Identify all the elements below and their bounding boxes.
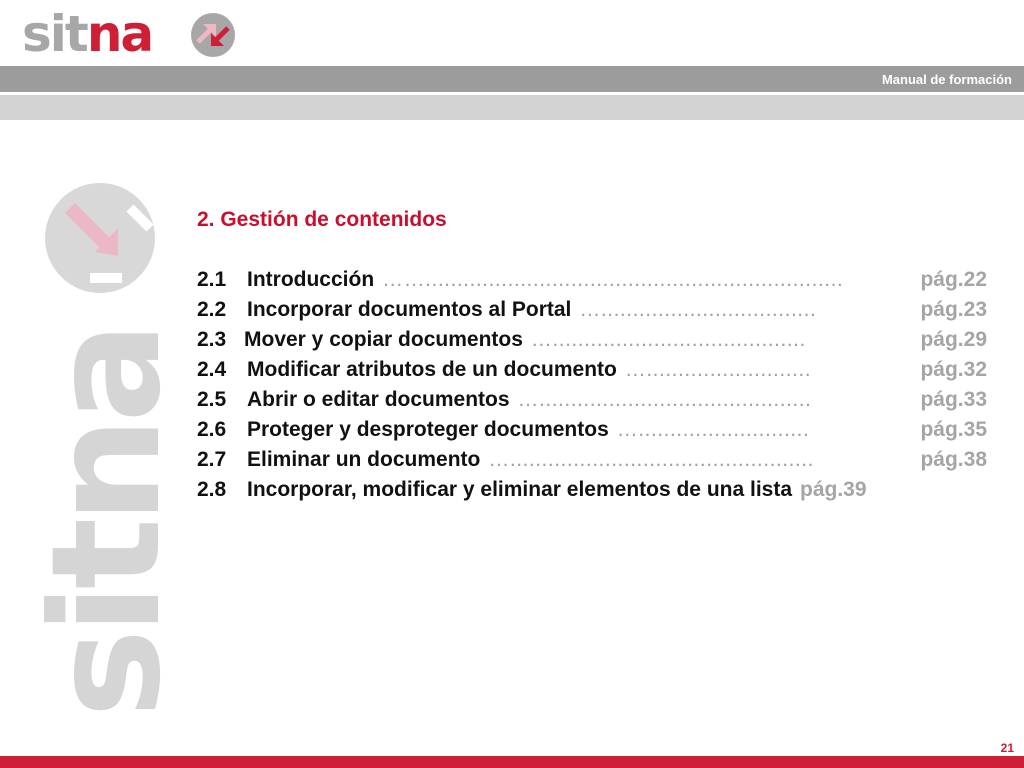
toc-entry-2-7[interactable] <box>197 445 987 475</box>
page-number: 21 <box>1000 741 1014 755</box>
toc-entry-title: Introducción <box>247 268 375 291</box>
toc-entry-number: 2.2 <box>197 298 227 321</box>
toc-entry-page: pág.32 <box>920 358 987 381</box>
toc-entry-title: Incorporar, modificar y eliminar elementos de una lista <box>247 478 793 501</box>
toc-entry-leader: …........................................ <box>530 328 806 351</box>
toc-entry-leader: ….................................. <box>579 298 817 321</box>
toc-entry-title: Incorporar documentos al Portal <box>247 298 572 321</box>
toc-entry-page: pág.29 <box>920 328 987 351</box>
sitna-watermark <box>20 178 194 718</box>
toc-entry-title: Modificar atributos de un documento <box>247 358 617 381</box>
toc-entry-2-1[interactable] <box>197 265 987 295</box>
toc-entry-2-6[interactable] <box>197 415 987 445</box>
document-label: Manual de formación <box>881 72 1012 87</box>
toc-entry-number: 2.3 <box>197 328 227 351</box>
toc-entry-page: pág.23 <box>920 298 987 321</box>
watermark-arrows-circle-icon <box>45 183 155 293</box>
logo-wordmark-red: na <box>86 5 153 63</box>
toc-entry-leader: ….......................... <box>624 358 812 381</box>
toc-entry-number: 2.8 <box>197 478 227 501</box>
logo-wordmark <box>22 6 152 62</box>
toc-entry-number: 2.4 <box>197 358 227 381</box>
toc-entry-2-3[interactable] <box>197 325 987 355</box>
logo-wordmark-gray: sit <box>22 5 87 63</box>
header-subband <box>0 95 1024 120</box>
toc-entry-title: Eliminar un documento <box>247 448 481 471</box>
toc-entry-number: 2.7 <box>197 448 227 471</box>
toc-entry-number: 2.6 <box>197 418 227 441</box>
section-title: 2. Gestión de contenidos <box>197 208 447 231</box>
toc-entry-title: Abrir o editar documentos <box>247 388 510 411</box>
arrows-circle-icon <box>190 12 236 58</box>
toc-entry-2-4[interactable] <box>197 355 987 385</box>
toc-entry-number: 2.1 <box>197 268 227 291</box>
toc-entry-2-8[interactable] <box>197 475 987 505</box>
sitna-logo <box>22 6 242 62</box>
toc-entry-leader: …........................... <box>616 418 810 441</box>
toc-entry-2-2[interactable] <box>197 295 987 325</box>
table-of-contents <box>197 265 987 505</box>
header-band <box>0 66 1024 92</box>
toc-entry-page: pág.22 <box>920 268 987 291</box>
toc-entry-leader: …................................................ <box>488 448 814 471</box>
toc-entry-number: 2.5 <box>197 388 227 411</box>
toc-entry-leader: …........................................... <box>517 388 812 411</box>
toc-entry-page: pág.39 <box>800 478 867 501</box>
toc-entry-2-5[interactable] <box>197 385 987 415</box>
toc-entry-page: pág.33 <box>920 388 987 411</box>
toc-entry-leader: …….................................................................. <box>382 268 844 291</box>
toc-entry-page: pág.38 <box>920 448 987 471</box>
toc-entry-title: Proteger y desproteger documentos <box>247 418 609 441</box>
toc-entry-page: pág.35 <box>920 418 987 441</box>
watermark-text: sitna <box>20 327 194 718</box>
footer-bar <box>0 756 1024 768</box>
toc-entry-title: Mover y copiar documentos <box>244 328 523 351</box>
